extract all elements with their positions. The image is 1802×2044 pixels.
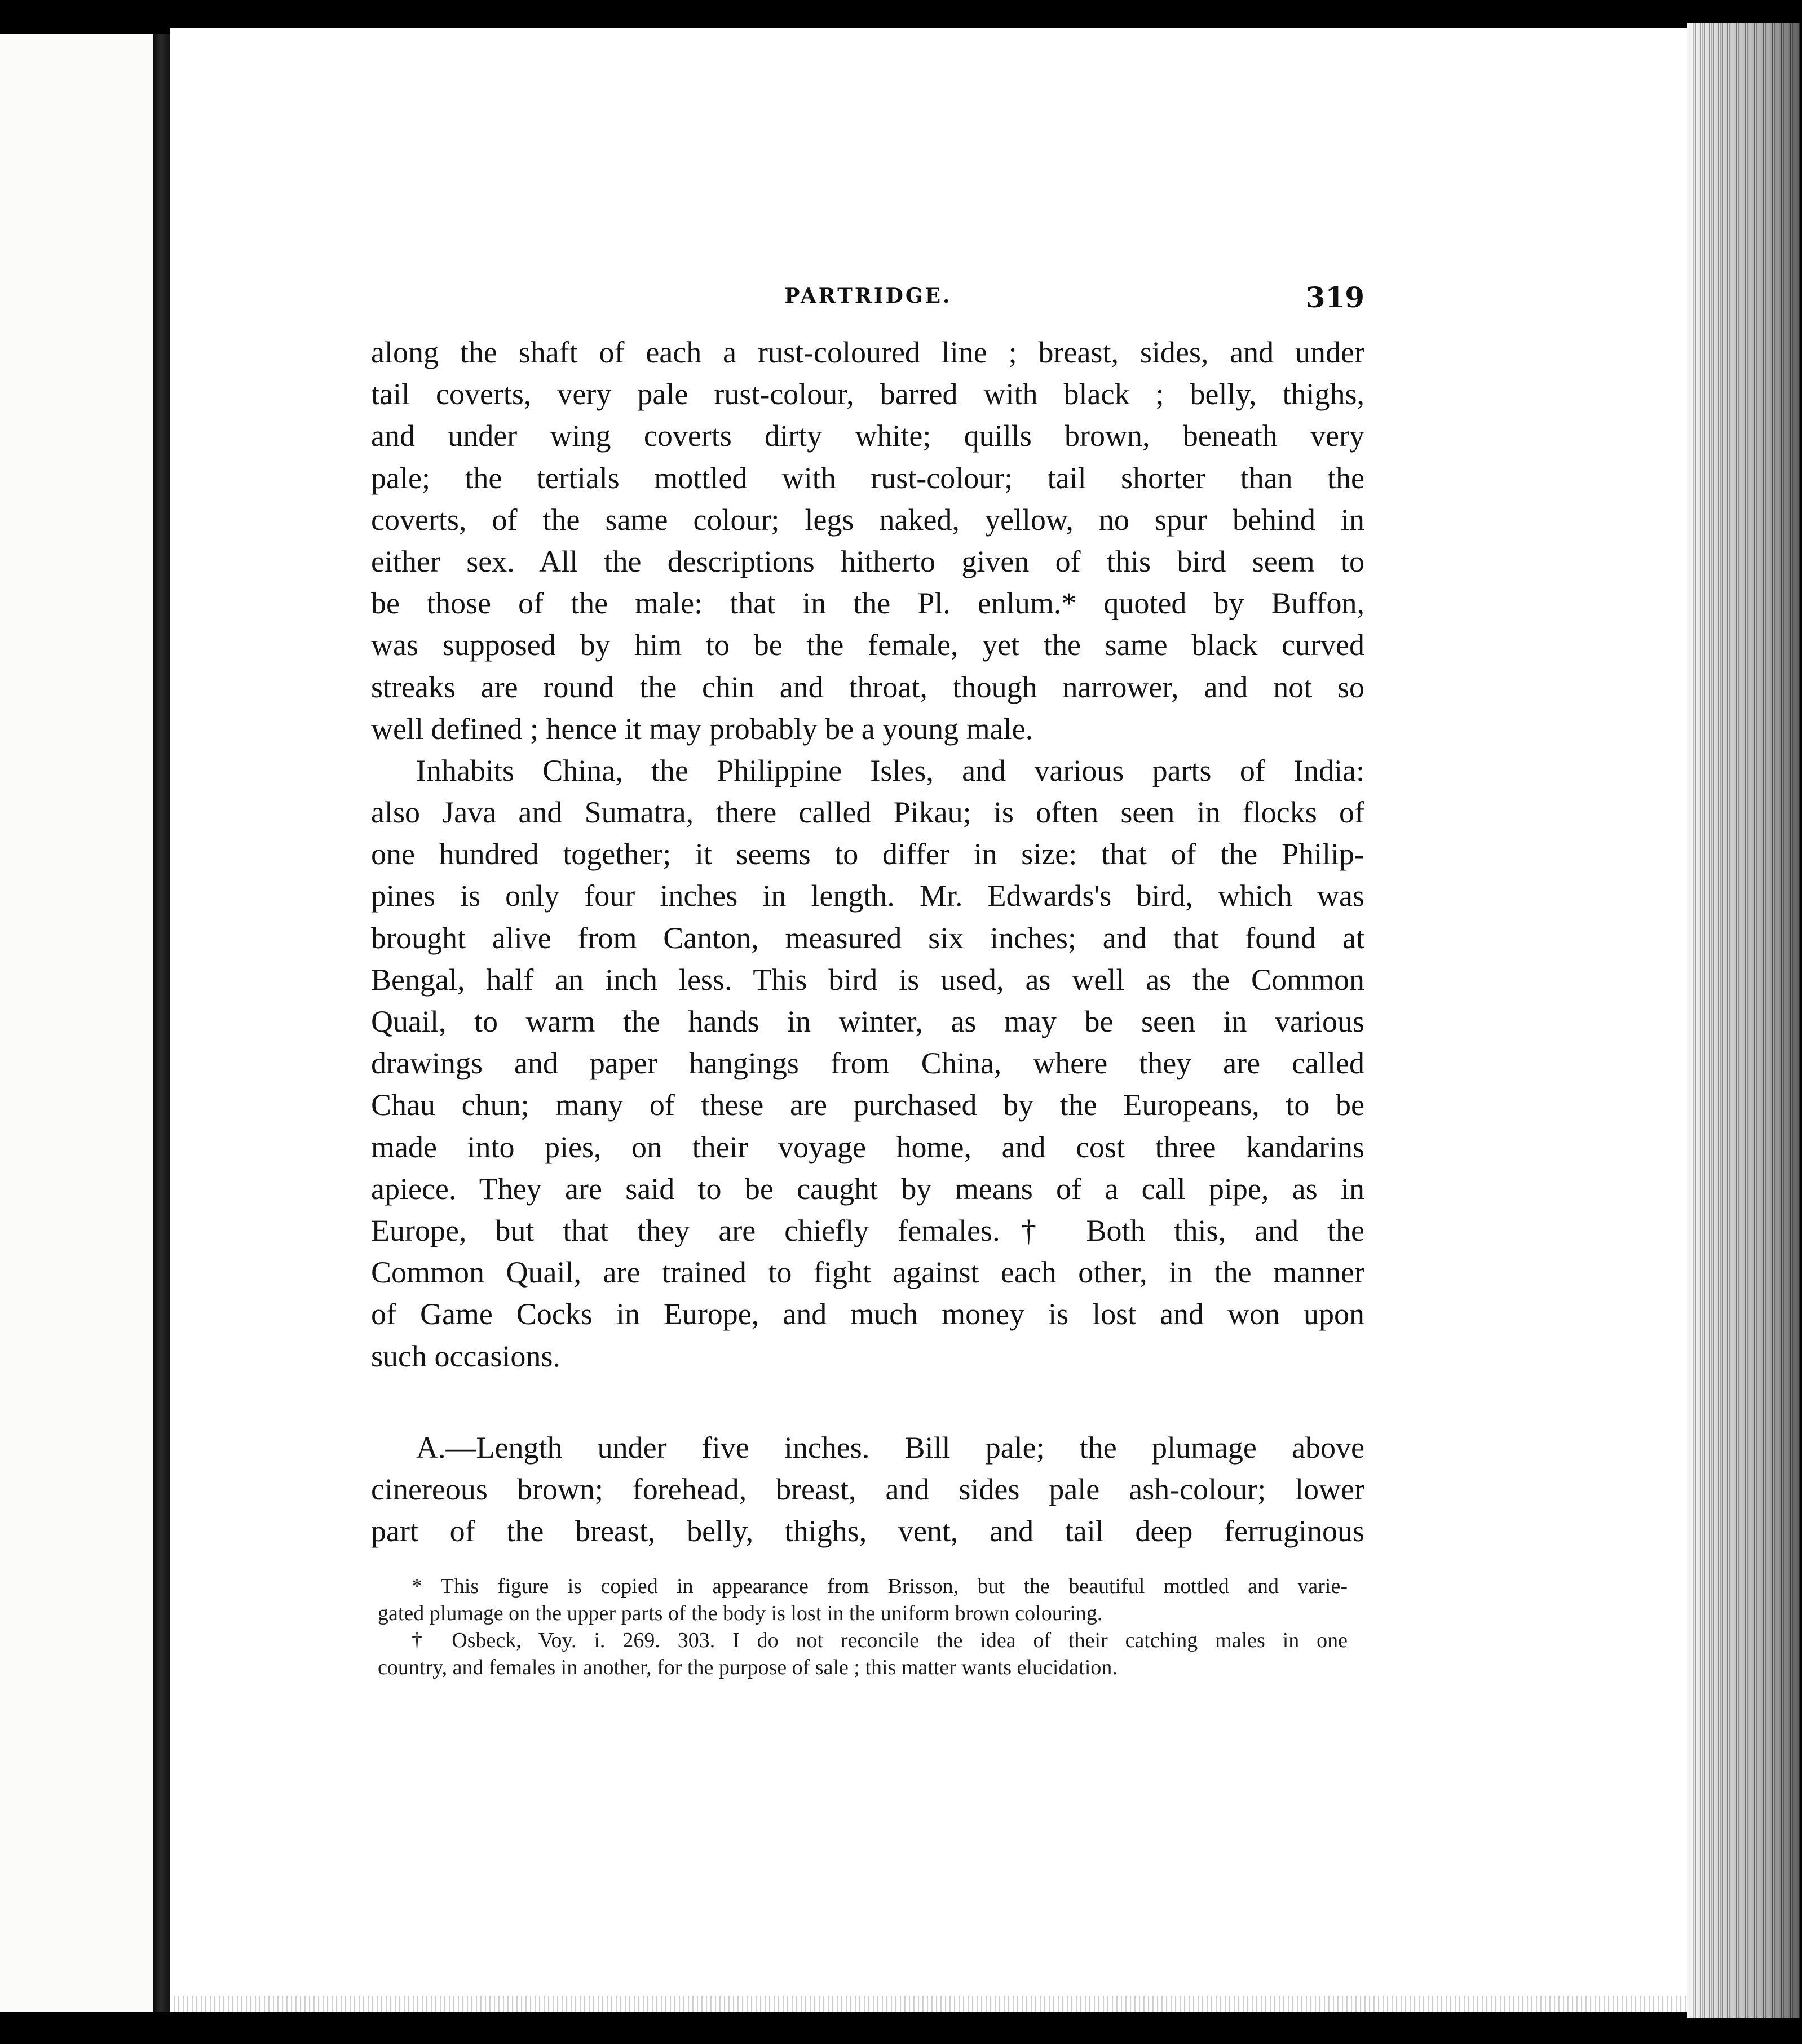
footnote-line: gated plumage on the upper parts of the body is lost in the uniform brown colouring. — [378, 1601, 1103, 1625]
text-line: drawings and paper hangings from China, where they are called — [371, 1046, 1364, 1081]
text-line: pines is only four inches in length. Mr. Edwards's bird, which was — [371, 879, 1364, 913]
footnotes — [378, 1573, 1348, 1681]
text-line: apiece. They are said to be caught by means of a call pipe, as in — [371, 1171, 1364, 1206]
text-line: of Game Cocks in Europe, and much money is lost and won upon — [371, 1297, 1364, 1331]
text-line: streaks are round the chin and throat, though narrower, and not so — [371, 670, 1364, 704]
text-line: and under wing coverts dirty white; quills brown, beneath very — [371, 419, 1364, 453]
text-line: tail coverts, very pale rust-colour, barred with black ; belly, thighs, — [371, 377, 1364, 412]
footnote-line: country, and females in another, for the purpose of sale ; this matter wants elucidation. — [378, 1656, 1118, 1679]
text-line: brought alive from Canton, measured six inches; and that found at — [371, 921, 1364, 955]
left-page-edge — [0, 34, 158, 2012]
paragraph-habitat — [371, 750, 1364, 1377]
running-head: PARTRIDGE. — [784, 284, 952, 308]
footnote-line: † Osbeck, Voy. i. 269. 303. I do not reconcile the idea of their catching males in one — [412, 1629, 1348, 1652]
text-line: Bengal, half an inch less. This bird is used, as well as the Common — [371, 962, 1364, 997]
text-line: be those of the male: that in the Pl. enlum.* quoted by Buffon, — [371, 586, 1364, 621]
page-stack-shade — [1687, 23, 1800, 2018]
paragraph-gap — [371, 1377, 1364, 1427]
page-bottom-edge — [170, 1996, 1687, 2012]
text-line: Common Quail, are trained to fight against each other, in the manner — [371, 1255, 1364, 1290]
text-line: made into pies, on their voyage home, and cost three kandarins — [371, 1130, 1364, 1164]
body-text — [371, 331, 1364, 1552]
text-line: also Java and Sumatra, there called Pikau; is often seen in flocks of — [371, 795, 1364, 830]
gutter-shadow — [153, 34, 170, 2012]
text-line: such occasions. — [371, 1339, 560, 1373]
text-line: along the shaft of each a rust-coloured line ; breast, sides, and under — [371, 335, 1364, 369]
paragraph-variety-a — [371, 1427, 1364, 1552]
text-line: coverts, of the same colour; legs naked, yellow, no spur behind in — [371, 502, 1364, 537]
text-line: A.—Length under five inches. Bill pale; the plumage above — [416, 1430, 1364, 1465]
footnote-line: * This figure is copied in appearance from Brisson, but the beautiful mottled and varie- — [412, 1574, 1348, 1598]
page-number: 319 — [1305, 281, 1364, 314]
text-line: Inhabits China, the Philippine Isles, and various parts of India: — [416, 753, 1364, 787]
text-line: well defined ; hence it may probably be a young male. — [371, 711, 1034, 746]
text-line: one hundred together; it seems to differ in size: that of the Philip- — [371, 837, 1364, 871]
text-line: was supposed by him to be the female, yet the same black curved — [371, 628, 1364, 662]
text-line: pale; the tertials mottled with rust-colour; tail shorter than the — [371, 461, 1364, 495]
text-line: either sex. All the descriptions hitherto given of this bird seem to — [371, 544, 1364, 578]
paragraph-description — [371, 331, 1364, 750]
text-line: Europe, but that they are chiefly females.† Both this, and the — [371, 1213, 1364, 1247]
text-line: Chau chun; many of these are purchased by the Europeans, to be — [371, 1088, 1364, 1122]
text-line: part of the breast, belly, thighs, vent, and tail deep ferruginous — [371, 1514, 1364, 1549]
text-line: cinereous brown; forehead, breast, and sides pale ash-colour; lower — [371, 1472, 1364, 1506]
text-line: Quail, to warm the hands in winter, as may be seen in various — [371, 1005, 1364, 1038]
page-header — [372, 281, 1364, 326]
